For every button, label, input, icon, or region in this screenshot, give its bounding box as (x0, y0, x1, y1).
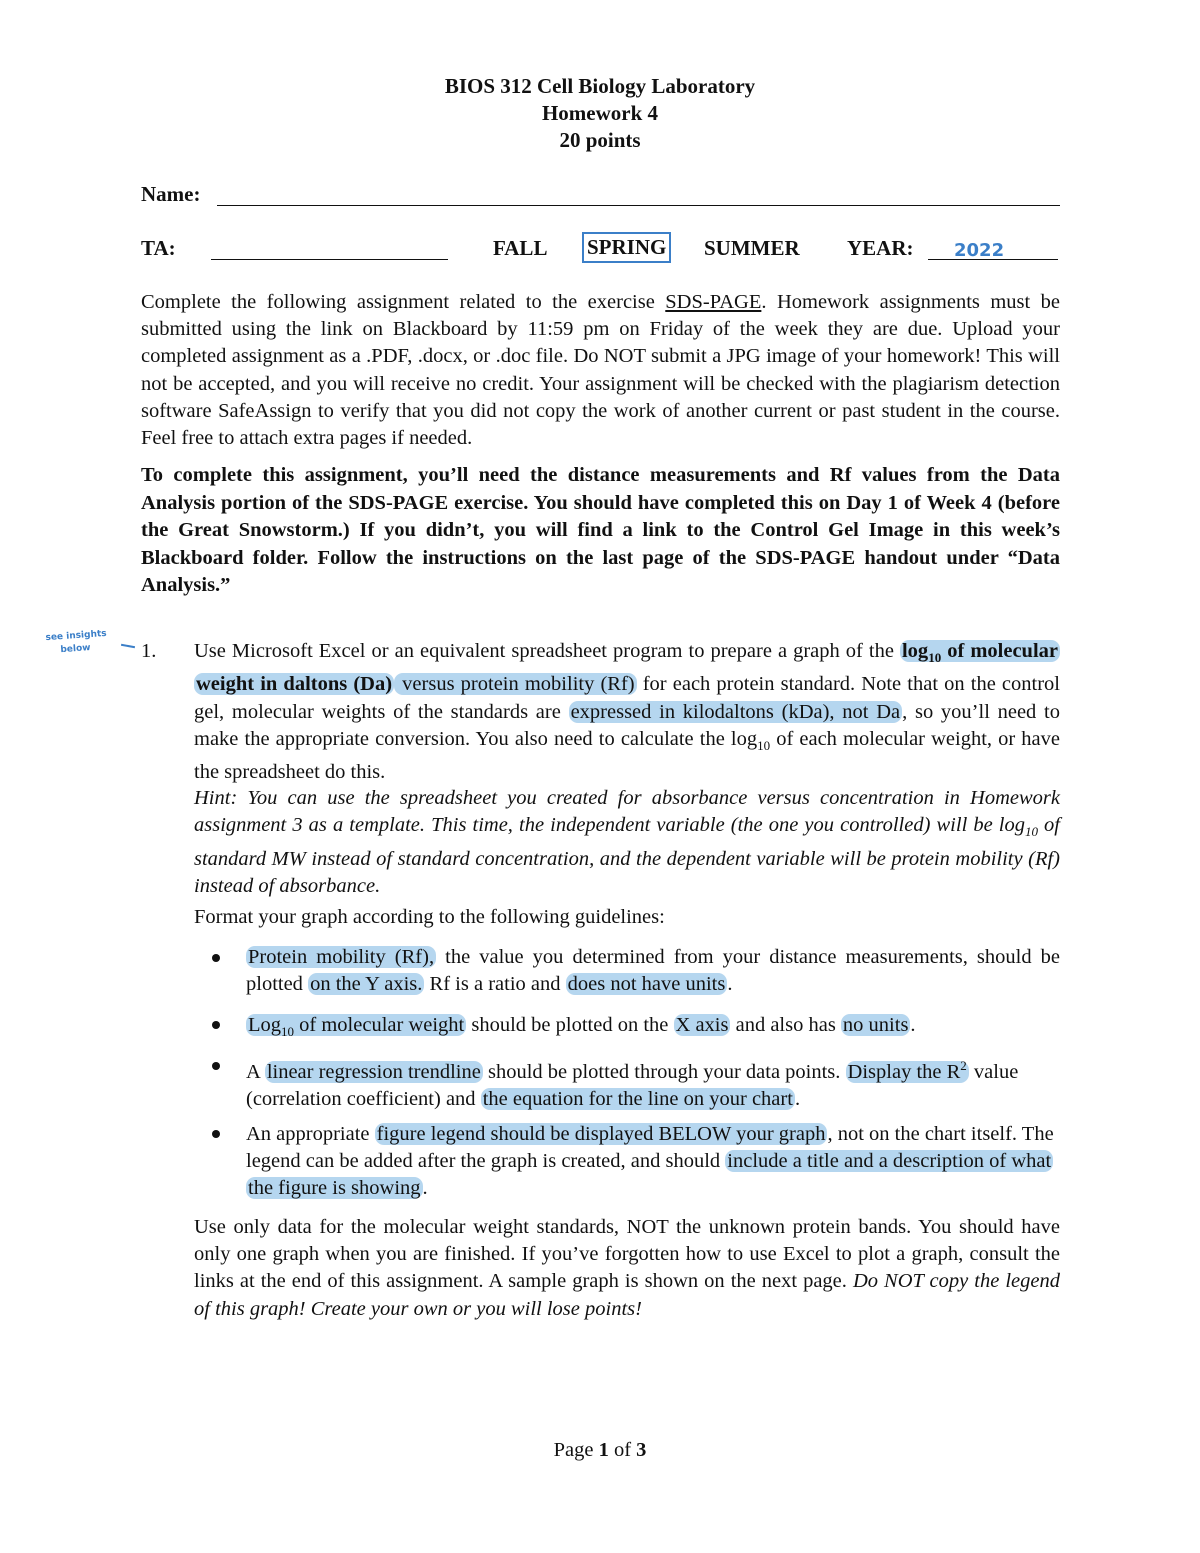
term-fall[interactable]: FALL (493, 236, 548, 260)
bullet-dot-icon (212, 954, 220, 962)
question-1-body: Use Microsoft Excel or an equivalent spreadsheet program to prepare a graph of the $\log_{10}$ of molecular weight in daltons (Da) versus protein mobility (Rf) for each protein standard. Note that on the control gel, molecular weights of the standards are expressed in kilodaltons (kDa), not Da, so you’ll need to make the appropriate conversion. You also need to calculate the $\log_{10}$ of each molecular weight, or have the spreadsheet do this. (194, 640, 1060, 783)
bold-notice: To complete this assignment, you’ll need the distance measurements and Rf values from the Data Analysis portion of the SDS-PAGE exercise. You should have completed this on Day 1 of Week 4 (before the Great Snowstorm.) If you didn’t, you will find a link to the Control Gel Image in this week’s Blackboard folder. Follow the instructions on the last page of the SDS-PAGE handout under “Data Analysis.” (141, 464, 1060, 596)
format-intro: Format your graph according to the following guidelines: (194, 906, 665, 928)
term-spring-selected[interactable]: SPRING (582, 232, 671, 263)
ta-field[interactable] (211, 259, 448, 260)
page-footer: Page 1 of 3 (553, 1439, 647, 1461)
margin-note: see insights below (45, 628, 107, 656)
course-title: BIOS 312 Cell Biology Laboratory (444, 74, 756, 98)
hint-paragraph: Hint: You can use the spreadsheet you created for absorbance versus concentration in Homework assignment 3 as a template. This time, the independent variable (the one you controlled) will be $\log_{10}$ of standard MW instead of standard concentration, and the dependent variable will be protein mobility (Rf) instead of absorbance. (194, 787, 1060, 897)
intro-paragraph: Complete the following assignment related to the exercise SDS-PAGE. Homework assignments must be submitted using the link on Blackboard by 11:59 pm on Friday of the week they are due. Upload your completed assignment as a .PDF, .docx, or .doc file. Do NOT submit a JPG image of your homework! This will not be accepted, and you will receive no credit. Your assignment will be checked with the plagiarism detection software SafeAssign to verify that you did not copy the work of another current or past student in the course. Feel free to attach extra pages if needed. (141, 291, 1060, 450)
name-field[interactable] (217, 205, 1060, 206)
bullet-dot-icon (212, 1130, 220, 1138)
bullet-1: Protein mobility (Rf), the value you determined from your distance measurements, should be plotted on the Y axis. Rf is a ratio and does not have units. (246, 946, 1060, 996)
question-number: 1. (141, 640, 157, 662)
year-handwritten-value: 2022 (954, 240, 1005, 261)
term-summer[interactable]: SUMMER (704, 236, 800, 260)
bullet-dot-icon (212, 1021, 220, 1029)
points-title: 20 points (559, 128, 641, 152)
bullet-3: A linear regression trendline should be plotted through your data points. Display the $R^2$ value (correlation coefficient) and the equation for the line on your chart. (246, 1058, 1019, 1111)
bullet-4: An appropriate figure legend should be displayed BELOW your graph, not on the chart itself. The legend can be added after the graph is created, and should include a title and a description of what the figure is showing. (246, 1123, 1054, 1200)
year-label: YEAR: (847, 236, 914, 260)
assignment-title: Homework 4 (541, 101, 659, 125)
margin-arrow-icon (121, 644, 135, 648)
closing-paragraph: Use only data for the molecular weight standards, NOT the unknown protein bands. You should have only one graph when you are finished. If you’ve forgotten how to use Excel to plot a graph, consult the links at the end of this assignment. A sample graph is shown on the next page. Do NOT copy the legend of this graph! Create your own or you will lose points! (194, 1216, 1060, 1320)
name-label: Name: (141, 182, 201, 206)
ta-label: TA: (141, 236, 176, 260)
sds-page-link[interactable]: SDS-PAGE (665, 291, 762, 313)
bullet-2: Log$_{10}$ of molecular weight should be plotted on the X axis and also has no units. (248, 1014, 916, 1040)
bullet-dot-icon (212, 1062, 220, 1070)
